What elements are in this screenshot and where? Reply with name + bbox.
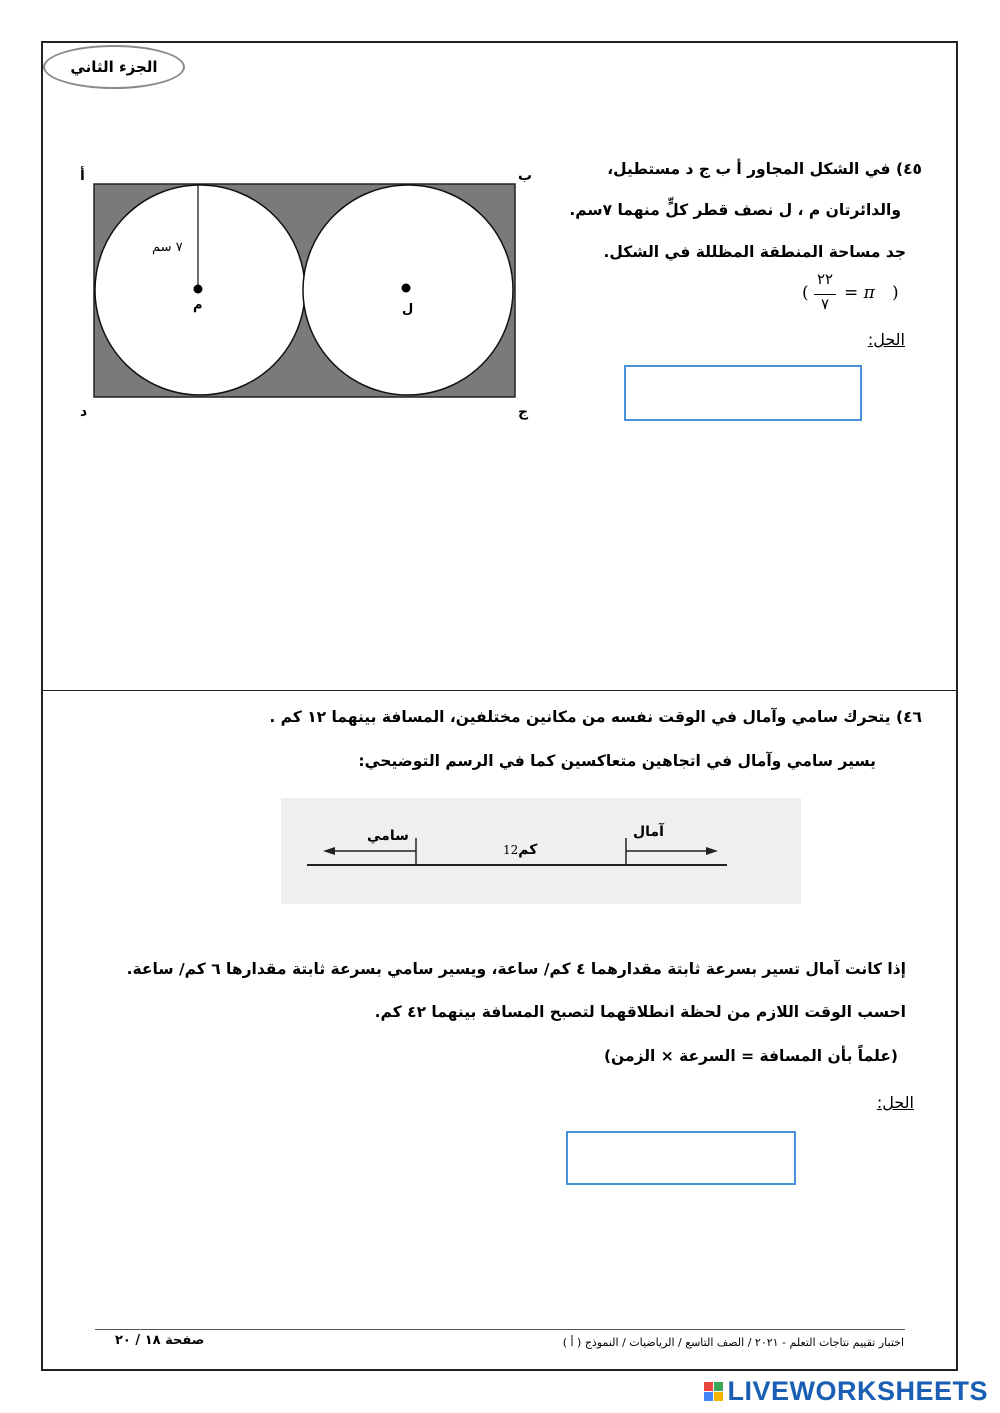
motion-diagram [281, 798, 801, 904]
q46-line1: ٤٦) يتحرك سامي وآمال في الوقت نفسه من مكانين مختلفين، المسافة بينهما ١٢ كم . [269, 708, 922, 726]
q46-line5: (علماً بأن المسافة = السرعة × الزمن) [603, 1047, 898, 1065]
amal-label: آمال [633, 824, 664, 840]
corner-a-label: أ [80, 168, 85, 184]
q46-answer-input[interactable] [566, 1131, 796, 1185]
radius-label: ٧ سم [152, 240, 183, 255]
hint-denominator: ٧ [820, 295, 830, 313]
center-l-dot [402, 284, 411, 293]
logo-text: LIVEWORKSHEETS [727, 1375, 988, 1406]
logo-grid-icon [704, 1382, 723, 1401]
motion-diagram-lines [281, 798, 801, 904]
q46-solution-label: الحل: [876, 1093, 914, 1112]
hint-numerator: ٢٢ [816, 270, 834, 288]
center-m-label: م [193, 298, 203, 313]
section-divider [41, 690, 958, 691]
q45-number: ٤٥) [895, 160, 922, 178]
footer-page-number: صفحة ١٨ / ٢٠ [115, 1333, 205, 1348]
footer-exam-info: اختبار تقييم نتاجات التعلم - ٢٠٢١ / الصف التاسع / الرياضيات / النموذج ( أ ) [562, 1336, 904, 1349]
q46-line2: يسير سامي وآمال في اتجاهين متعاكسين كما في الرسم التوضيحي: [358, 752, 876, 770]
sami-arrowhead [323, 847, 335, 855]
q45-line3: جد مساحة المنطقة المظللة في الشكل. [603, 243, 906, 261]
liveworksheets-logo [704, 1374, 988, 1408]
corner-d-label: د [80, 404, 88, 420]
q46-line4: احسب الوقت اللازم من لحظة انطلاقهما لتصبح المسافة بينهما ٤٢ كم. [374, 1003, 906, 1021]
center-m-dot [194, 285, 203, 294]
q45-line2: والدائرتان م ، ل نصف قطر كلٍّ منهما ٧سم. [569, 201, 901, 219]
q46-line3: إذا كانت آمال تسير بسرعة ثابتة مقدارهما ٤ كم/ ساعة، ويسير سامي بسرعة ثابتة مقدارها ٦ كم/ ساعة. [126, 960, 906, 978]
center-l-label: ل [402, 302, 414, 317]
distance-label: كم12 [503, 842, 538, 858]
footer-rule [95, 1329, 905, 1330]
rectangle-circles-figure [70, 160, 545, 430]
part-label: الجزء الثاني [43, 45, 185, 89]
amal-arrowhead [706, 847, 718, 855]
q45-line1: ٤٥) في الشكل المجاور أ ب ج د مستطيل، [607, 160, 922, 178]
pi-hint: ( ٢٢ ٧ = π ) [802, 270, 899, 313]
corner-c-label: ج [518, 404, 529, 420]
corner-b-label: ب [518, 168, 533, 184]
q46-number: ٤٦) [895, 708, 922, 726]
q45-solution-label: الحل: [867, 330, 905, 349]
sami-label: سامي [367, 828, 409, 844]
q45-answer-input[interactable] [624, 365, 862, 421]
